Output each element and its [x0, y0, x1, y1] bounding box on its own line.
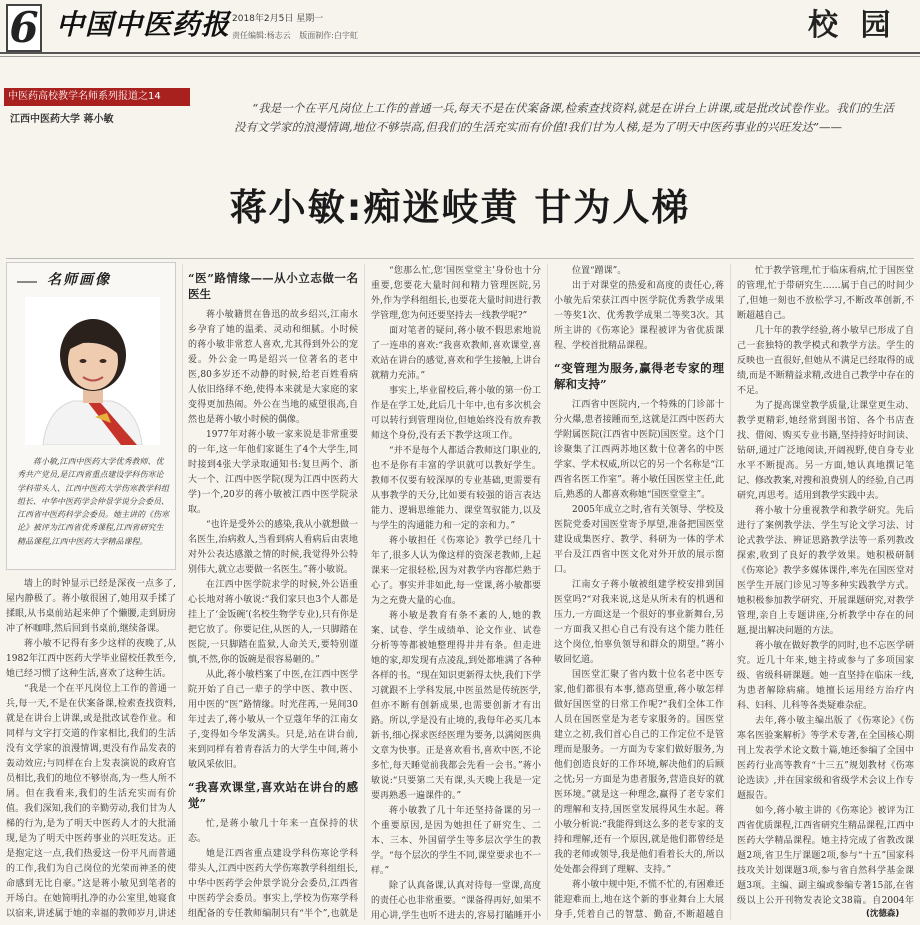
paragraph: 忙,是蒋小敏几十年来一直保持的状态。: [188, 819, 358, 844]
page-number: 6: [6, 4, 42, 52]
portrait-ornament: [17, 281, 37, 283]
paragraph: 蒋小敏在做好教学的同时,也不忘医学研究。近几十年来,她主持或参与了多项国家级、省级科研课题。她一直坚持在临床一线,为患者解除病痛。她擅长运用经方治疗内科、妇科、儿科等各类疑难杂症。: [737, 641, 914, 711]
paragraph: 蒋小敏中规中矩,不慌不忙的,有困难还能迎难而上,地在这个新的事业舞台上大展身手,凭着自己的智慧、勤奋,不断超越自: [554, 880, 724, 920]
paper-logo: 中国中医药报: [56, 8, 231, 41]
series-banner: 中医药高校教学名师系列报道之14: [4, 88, 190, 106]
portrait-box: [6, 262, 176, 570]
paragraph: 蒋小敏十分重视教学和教学研究。先后进行了案例教学法、学生写论文学习法、讨论式教学法、辨证思路教学法等一系列教改探索,收到了良好的教学效果。她积极研制《伤寒论》教学多媒体课件,率先在国医堂对医学生开展门诊见习等多种实践教学方式。她积极参加教学研究、开展课题研究,对教学管理,亲自上专题讲座,分析教学中存在的问题,提出解决问题的方法。: [737, 506, 914, 636]
section-subheading: “变管理为服务,赢得老专家的理解和支持”: [554, 361, 724, 391]
paragraph: “您那么忙,您‘国医堂堂主’身份也十分重要,您要花大量时间和精力管理医院,另外,作为学科组组长,也要花大量时间进行教学管理,您为何还要坚持去一线教学呢?”: [371, 266, 541, 321]
paragraph: 忙于教学管理,忙于临床看病,忙于国医堂的管理,忙于带研究生……属于自己的时间少了,但她一刻也不放松学习,不断改革创新,不断超越自己。: [737, 266, 914, 321]
section-title: 校 园: [808, 8, 897, 43]
column-divider: [364, 264, 365, 920]
portrait-photo: [25, 297, 160, 445]
article-column-5: [737, 264, 914, 904]
paragraph: 蒋小敏籍贯在鲁迅的故乡绍兴,江南水乡孕育了她的温柔、灵动和细腻。小时候的蒋小敏非常惹人喜欢,尤其得到外公的宠爱。外公金一鸣是绍兴一位著名的老中医,80多岁还不动静的时候,给老百姓看病人依旧络绎不绝,使得本来就是大家庭的家变得更加热闹。外公在当地的威望很高,自然也是蒋小敏小时候的偶像。: [188, 310, 358, 425]
column-divider: [730, 264, 731, 920]
issue-date: 2018年2月5日 星期一: [232, 14, 324, 24]
article-column-2: [188, 264, 358, 921]
column-divider: [182, 264, 183, 920]
paragraph: 位置“蹭课”。: [572, 266, 627, 276]
paragraph: “并不是每个人都适合教师这门职业的,也不是你有丰富的学识就可以教好学生。教师不仅要有较深厚的专业基础,更需要有从事教学的天分,比如要有较强的语言表达能力、逻辑思维能力、课堂驾驭能力,以及与学生的沟通能力和一定的亲和力。”: [371, 446, 541, 531]
headline-rule: [6, 258, 914, 259]
article-column-1: [6, 577, 176, 921]
editor: 责任编辑:杨志云: [232, 31, 291, 40]
paragraph: 她是江西省重点建设学科伤寒论学科带头人,江西中医药大学伤寒教学科组组长,中华中医药学会仲景学说分会委员,江西省中医药学会委员。事实上,学校为伤寒学科组配备的专任教师编制只有“半个”,也就是: [188, 849, 358, 919]
paragraph: 江南女子蒋小敏被组建学校安排到国医堂吗?“对我来说,这是从所未有的机遇和压力,一方面这是一个很好的事业新舞台,另一方面我又担心自己有没有这个能力胜任这个岗位,怕辜负领导和群众的期望。”蒋小敏回忆道。: [554, 580, 724, 665]
paragraph: 2005年成立之时,省有关领导、学校及医院党委对国医堂寄予厚望,准备把国医堂建设成集医疗、教学、科研为一体的学术平台及江西省中医文化对外开放的展示窗口。: [554, 505, 724, 575]
section-subheading: “医”路情缘——从小立志做一名医生: [188, 271, 358, 301]
editor-credits: [232, 30, 364, 41]
section-subheading: “我喜欢课堂,喜欢站在讲台的感觉”: [188, 780, 358, 810]
masthead-rule-thin: [0, 56, 920, 57]
paragraph: 几十年的教学经验,蒋小敏早已形成了自己一套独特的教学模式和教学方法。学生的反映也一直很好,但她从不满足已经取得的成绩,而是不断精益求精,改进自己教学中存在的不足。: [737, 326, 914, 396]
paragraph: 为了提高课堂教学质量,让课堂更生动、教学更精彩,她经常到图书馆、各个书店查找、借阅、购买专业书籍,坚持持好时间读、钻研,通过广泛地阅读,开阔视野,使自身专业水平不断提高。另一方面,她认真地撰记笔记、修改教案,对搜和浪费别人的经验,自己再研究,再思考。适用到教学实践中去。: [737, 401, 914, 501]
paragraph: “我是一个在平凡岗位上工作的普通一兵,每一天,不是在伏案备课,检索查找资料,就是在讲台上讲课,或是批改试卷作业。和同样与文字打交道的作家相比,我们的生活没有文学家的浪漫情调,更没有作品发表的轰动效应;与同样在台上发表演说的政府官员相比,我们的地位不够崇高,为一些人所不屑。但在我看来,我们的生活充实而有价值。我们深知,我们的辛勤劳动,我们甘为人梯的行为,是为了明天中医药人才的大批涌现,是为了明天中医药事业的兴旺发达。正是抱定这一点,我们热爱这一份平凡而普通的工作,我们为自己岗位的光荣而神圣的使命感到无比自豪。”这是蒋小敏见到笔者的开场白。在她简明扎净的办公室里,她寝食以宿来,讲述属于她的幸福的教师岁月,讲述: [6, 684, 176, 919]
paragraph: 在江西中医学院求学的时候,外公语重心长地对蒋小敏说:“我们家只也3个人都是挂上了‘金饭碗’(名校生物学专业),只有你是把它放了。你要记住,从医的人,一只脚踏在医院,一只脚踏在监狱,人命关天,要特别谨慎,不然,你的饭碗是很容易砸的。”: [188, 580, 358, 665]
paragraph: 蒋小敏不记得有多少这样的夜晚了,从1982年江西中医药大学毕业留校任教至今,她已经习惯了这种生活,喜欢了这种生活。: [6, 639, 176, 679]
portrait-caption: 蒋小敏,江西中医药大学优秀教师、优秀共产党员,是江西省重点建设学科伤寒论学科带头人、江西中医药大学伤寒教学科组组长、中华中医药学会仲景学说分会委员、江西省中医药科学会委员。她主讲的《伤寒论》被评为江西省优秀课程,江西省研究生精品课程,江西中医药大学精品课程。: [17, 457, 169, 546]
paragraph: 从此,蒋小敏档案了中医,在江西中医学院开始了自己一辈子的学中医、教中医、用中医的“医”路情缘。时光荏苒,一晃间30年过去了,蒋小敏从一个豆蔻年华的江南女子,变得如今华发满头。只是,站在讲台前,来到同样有着青春活力的大学生中间,蒋小敏风采依旧。: [188, 670, 358, 770]
paragraph: 蒋小敏是教育有条不紊的人,她的教案、试卷、学生成绩单、论文作业、试卷分析等等都被她整理得井井有条。但走进她的家,却发现有点凌乱,到处都堆满了各种各样的书。“现在知识更新得太快,我们下学习就跟不上学科发展,中医虽然是传统医学,但亦不断有创新成果,也需要创新才有出路。所以,学是没有止境的,我每年必买几本新书,细心探求医经医理为要务,以满阅医典文章为快事。正是喜欢看书,喜欢中医,不论多忙,每天睡觉前我都会先看一会书。”蒋小敏说:“只要第二天有课,头天晚上我是一定要再熟悉一遍课件的。”: [371, 611, 541, 801]
paragraph: 事实上,毕业留校后,蒋小敏的第一份工作是在学工处,此后几十年中,也有多次机会可以转行到管理岗位,但她始终没有放弃教师这个身份,没有丢下教学这项工作。: [371, 386, 541, 441]
paragraph: 蒋小敏教了几十年还坚持备课的另一个重要原因,是因为她担任了研究生、二本、三本、外国留学生等多层次学生的教学。“每个层次的学生不同,课堂要求也不一样。”: [371, 806, 541, 876]
masthead-rule: [0, 52, 920, 54]
paragraph: 面对笔者的疑问,蒋小敏不假思索地说了一连串的喜欢:“我喜欢教师,喜欢课堂,喜欢站在讲台的感觉,喜欢和学生接触,上讲台就精力充沛。”: [371, 326, 541, 381]
author-credit: (沈德森): [866, 909, 900, 919]
lead-quote: “我是一个在平凡岗位上工作的普通一兵,每天不是在伏案备课,检索查找资料,就是在讲台上讲课,或是批改试卷作业。我们的生活没有文学家的浪漫情调,地位不够崇高,但我们的生活充实而有价值!我们甘为人梯,是为了明天中医药事业的兴旺发达”——: [234, 101, 894, 134]
paragraph: 如今,蒋小敏主讲的《伤寒论》被评为江西省优质课程,江西省研究生精品课程,江西中医药大学精品课程。她主持完成了省教改课题2项,省卫生厅课题2项,参与“十五”国家科技攻关计划课题3项,参与省自然科学基金课题3项。主编、副主编或参编专著15部,在省级以上公开刊物发表论文38篇。自2004年: [737, 806, 914, 904]
paragraph: “也许是受外公的感染,我从小就想做一名医生,治病救人,当看到病人看病后由衷地对外公表达感激之情的时候,我觉得外公特别伟大,就立志要做一名医生。”蒋小敏说。: [188, 520, 358, 575]
headline: 蒋小敏:痴迷岐黄 甘为人梯: [229, 186, 691, 229]
paragraph: 墙上的时钟显示已经是深夜一点多了,屋内静极了。蒋小敏很困了,她用双手揉了揉眼,从书桌前站起来伸了个懒腰,走到厨房冲了杯咖啡,然后回到书桌前,继续备课。: [6, 579, 176, 634]
article-column-3: [371, 264, 541, 921]
paragraph: 去年,蒋小敏主编出版了《伤寒论》《伤寒名医验案解析》等学术专著,在全国核心期刊上发表学术论文数十篇,她还参编了全国中医药行业高等教育“十三五”规划教材《伤寒论选读》,并在国家级和省级学术会议上作专题报告。: [737, 716, 914, 801]
column-divider: [547, 264, 548, 920]
paragraph: 除了认真备课,认真对待每一堂课,高度的责任心也非常重要。“课备得再好,如果不用心讲,学生也听不进去的,容易打瞌睡开小: [371, 881, 541, 921]
byline: 江西中医药大学 蒋小敏: [10, 114, 114, 125]
paragraph: 国医堂汇聚了省内数十位名老中医专家,他们都很有本事,德高望重,蒋小敏怎样做好国医堂的日常工作呢?“我们全体工作人员在国医堂是为老专家服务的。国医堂建立之初,我们首心自己的工作定位不是管理而是服务。一方面为专家们做好服务,为他们创造良好的工作环境,解决他们的后顾之忧;另一方面是为患者服务,营造良好的就医环境。”就是这一种理念,赢得了老专家们的理解和支持,国医堂发展得风生水起。蒋小敏分析说:“我能得到这么多的老专家的支持和理解,还有一个原因,就是他们都曾经是我的老师或领导,我是他们看着长大的,所以处处都会得到了理解、支持。”: [554, 670, 724, 875]
layout-editor: 版面制作:白宇虹: [299, 31, 358, 40]
article-column-4: [554, 264, 724, 921]
portrait-illustration: [25, 297, 160, 445]
paragraph: 出于对课堂的热爱和高度的责任心,蒋小敏先后荣获江西中医学院优秀教学成果一等奖1次、优秀教学成果二等奖3次。其所主讲的《伤寒论》课程被评为省优质课程、学校首批精品课程。: [554, 281, 724, 351]
paragraph: 1977年对蒋小敏一家来说是非常重要的一年,这一年他们家诞生了4个大学生,同时接到4张大学录取通知书:复旦两个、浙大一个、江西中医学院(现为江西中医药大学)一个,20岁的蒋小敏被江西中医学院录取。: [188, 430, 358, 515]
paragraph: 蒋小敏担任《伤寒论》教学已经几十年了,很多人认为像这样的资深老教师,上起课来一定很轻松,因为对教学内容都烂熟于心了。事实并非如此,每一堂课,蒋小敏都要为之充费大量的心血。: [371, 536, 541, 606]
paragraph: 江西省中医院内,一个特殊的门诊部十分火爆,患者接踵而至,这就是江西中医药大学附属医院(江西省中医院)国医堂。这个门诊聚集了江西两苏地区数十位著名的中医学家、学术权威,所以它的另一个名称是“江西省名医工作室”。蒋小敏任国医堂主任,此后,熟悉的人都喜欢称她“国医堂堂主”。: [554, 400, 724, 500]
portrait-title: 名师画像: [47, 272, 111, 288]
